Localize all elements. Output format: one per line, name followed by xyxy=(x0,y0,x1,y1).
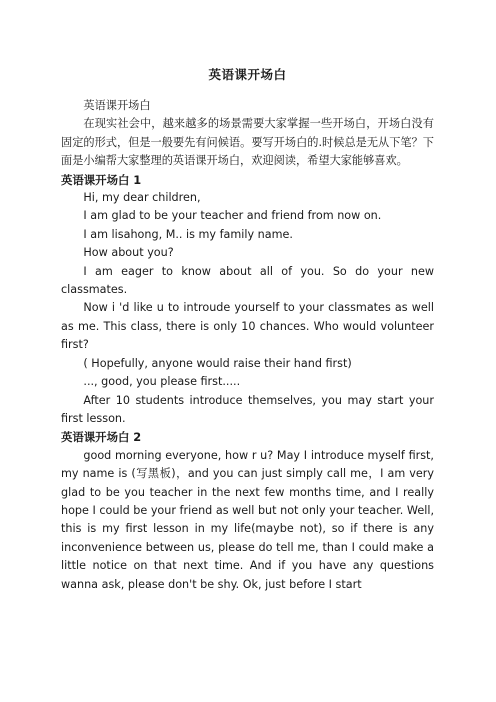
section1-paragraph-2: I am glad to be your teacher and friend from now on. xyxy=(83,209,382,223)
title-spacer xyxy=(61,84,434,97)
section1-paragraph-9: After 10 students introduce themselves, you may start your first lesson. xyxy=(61,393,434,425)
section1-paragraph-5: I am eager to know about all of you. So do your new classmates. xyxy=(61,264,434,297)
section-heading-1: 英语课开场白 1 xyxy=(61,172,142,187)
document-title: 英语课开场白 xyxy=(208,67,287,82)
section2-paragraph: good morning everyone, how r u? May I introduce myself first, my name is (写黑板)，and you can just simply call me，I am very glad to be you teacher in the next few months time, and I really hope I could be your friend as well but not only your teacher. Well, this is my first lesson in my life(maybe not), so if there is any inconvenience between us, please do tell me, than I could make a little notice on that next time. And if you have any questions wanna ask, please don't be shy. Ok, just before I start xyxy=(61,448,434,591)
section1-paragraph-7: ( Hopefully, anyone would raise their hand first) xyxy=(83,356,352,370)
section1-paragraph-8: ..., good, you please first..... xyxy=(83,375,241,389)
document-page xyxy=(61,0,434,594)
section1-paragraph-4: How about you? xyxy=(83,246,174,260)
intro-label: 英语课开场白 xyxy=(83,99,151,112)
section1-paragraph-3: I am lisahong, M.. is my family name. xyxy=(83,227,293,241)
intro-paragraph: 在现实社会中，越来越多的场景需要大家掌握一些开场白，开场白没有固定的形式，但是一般要先有问候语。要写开场白的.时候总是无从下笔？下面是小编帮大家整理的英语课开场白，欢迎阅读，希望大家能够喜欢。 xyxy=(61,117,434,168)
section1-paragraph-1: Hi, my dear children, xyxy=(83,191,201,205)
section-heading-2: 英语课开场白 2 xyxy=(61,430,142,445)
section1-paragraph-6: Now i 'd like u to introude yourself to your classmates as well as me. This class, there is only 10 chances. Who would volunteer first? xyxy=(61,301,434,352)
